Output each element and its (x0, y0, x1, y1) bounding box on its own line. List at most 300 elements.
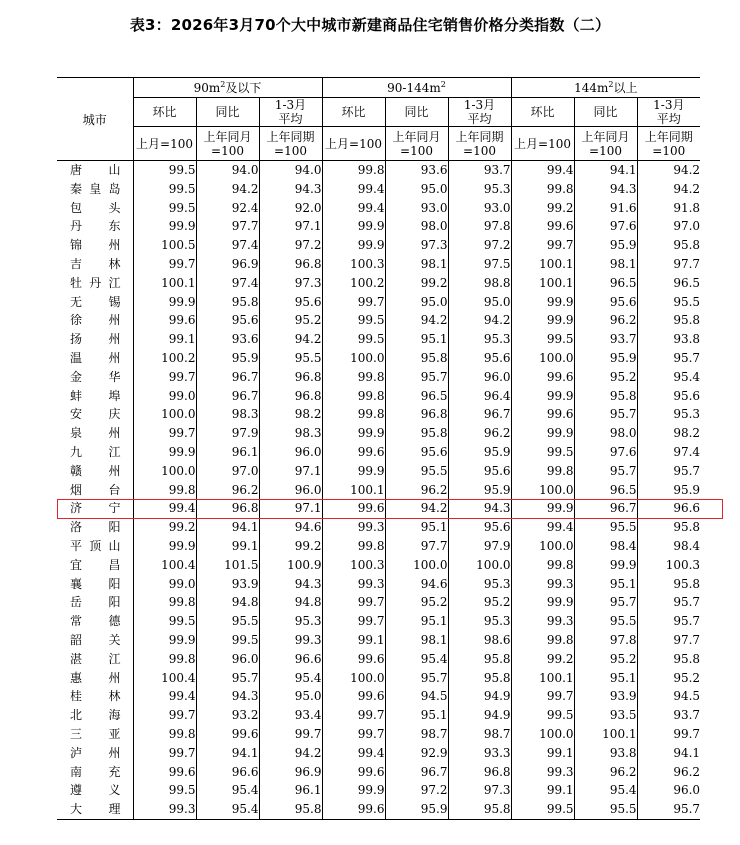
index-value: 97.7 (385, 537, 448, 556)
index-value: 96.8 (448, 763, 511, 782)
index-value: 94.5 (673, 689, 701, 704)
base-header: 上月=100 (133, 127, 196, 161)
index-value: 101.5 (196, 556, 259, 575)
sub-header: 环比 (322, 98, 385, 127)
index-value: 95.2 (574, 368, 637, 387)
index-value: 99.4 (133, 499, 196, 518)
city-name: 锦州 (57, 236, 133, 255)
index-value: 99.1 (511, 781, 574, 800)
index-value: 95.2 (673, 670, 701, 685)
index-value: 95.9 (448, 443, 511, 462)
sub-header: 环比 (133, 98, 196, 127)
base-header: 上月=100 (511, 127, 574, 161)
sub-header: 同比 (574, 98, 637, 127)
index-value: 99.6 (511, 368, 574, 387)
table-row (57, 744, 700, 763)
index-value: 95.2 (574, 650, 637, 669)
city-name: 扬州 (57, 330, 133, 349)
table-row (57, 274, 700, 293)
index-value: 99.6 (322, 650, 385, 669)
index-value: 97.4 (196, 236, 259, 255)
index-value: 95.7 (574, 405, 637, 424)
city-name: 温州 (57, 349, 133, 368)
city-name: 烟台 (57, 481, 133, 500)
index-value: 93.3 (448, 744, 511, 763)
index-value: 99.9 (511, 424, 574, 443)
index-value: 95.6 (448, 518, 511, 537)
index-value: 99.9 (511, 387, 574, 406)
price-index-table (57, 77, 700, 820)
index-value: 96.2 (448, 424, 511, 443)
index-value: 95.8 (448, 669, 511, 688)
city-name: 牡丹江 (57, 274, 133, 293)
index-value: 97.8 (574, 631, 637, 650)
index-value: 96.9 (196, 255, 259, 274)
index-value: 99.9 (322, 462, 385, 481)
index-value: 96.0 (259, 481, 322, 500)
page-title: 表3：2026年3月70个大中城市新建商品住宅销售价格分类指数（二） (129, 16, 611, 34)
index-value: 99.4 (133, 687, 196, 706)
index-value: 95.9 (574, 236, 637, 255)
index-value: 99.2 (511, 199, 574, 218)
city-name: 唐山 (57, 161, 133, 180)
index-value: 95.2 (385, 593, 448, 612)
index-value: 93.4 (259, 706, 322, 725)
table-row (57, 462, 700, 481)
table-row (57, 556, 700, 575)
table-row (57, 424, 700, 443)
index-value: 99.0 (133, 575, 196, 594)
index-value: 99.9 (133, 631, 196, 650)
index-value: 97.7 (196, 217, 259, 236)
index-value: 95.5 (574, 518, 637, 537)
index-value: 95.0 (385, 180, 448, 199)
index-value: 95.7 (673, 595, 701, 610)
index-value: 98.7 (385, 725, 448, 744)
index-value: 99.5 (322, 330, 385, 349)
index-value: 96.0 (673, 783, 701, 798)
city-name: 洛阳 (57, 518, 133, 537)
index-value: 93.8 (673, 332, 701, 347)
index-value: 98.1 (385, 631, 448, 650)
index-value: 96.0 (448, 368, 511, 387)
index-value: 93.9 (196, 575, 259, 594)
table-row (57, 255, 700, 274)
table-row (57, 161, 700, 180)
index-value: 93.7 (574, 330, 637, 349)
index-value: 99.9 (574, 556, 637, 575)
index-value: 97.1 (259, 499, 322, 518)
index-value: 99.3 (322, 575, 385, 594)
index-value: 98.3 (196, 405, 259, 424)
index-value: 99.8 (511, 180, 574, 199)
index-value: 94.3 (448, 499, 511, 518)
index-value: 95.8 (574, 387, 637, 406)
index-value: 95.6 (574, 293, 637, 312)
table-row (57, 199, 700, 218)
index-value: 99.1 (322, 631, 385, 650)
index-value: 96.4 (448, 387, 511, 406)
index-value: 99.8 (133, 481, 196, 500)
index-value: 95.8 (259, 800, 322, 819)
city-name: 赣州 (57, 462, 133, 481)
index-value: 97.4 (196, 274, 259, 293)
index-value: 99.6 (322, 687, 385, 706)
sub-header: 同比 (385, 98, 448, 127)
table-row (57, 800, 700, 819)
index-value: 98.0 (574, 424, 637, 443)
city-column-header: 城市 (57, 78, 133, 161)
index-value: 95.8 (673, 576, 701, 591)
index-value: 95.4 (385, 650, 448, 669)
index-value: 97.4 (673, 444, 701, 459)
index-value: 96.5 (574, 274, 637, 293)
index-value: 96.5 (574, 481, 637, 500)
index-value: 95.9 (448, 481, 511, 500)
index-value: 99.9 (511, 311, 574, 330)
index-value: 95.4 (196, 781, 259, 800)
index-value: 95.6 (196, 311, 259, 330)
city-name: 岳阳 (57, 593, 133, 612)
city-name: 徐州 (57, 311, 133, 330)
index-value: 98.8 (448, 274, 511, 293)
index-value: 95.9 (574, 349, 637, 368)
index-value: 95.1 (574, 669, 637, 688)
index-value: 98.6 (448, 631, 511, 650)
index-value: 100.9 (259, 556, 322, 575)
index-value: 93.7 (673, 708, 701, 723)
index-value: 96.8 (259, 368, 322, 387)
index-value: 100.2 (322, 274, 385, 293)
index-value: 93.9 (574, 687, 637, 706)
index-value: 95.8 (385, 424, 448, 443)
index-value: 96.6 (196, 763, 259, 782)
table-row (57, 763, 700, 782)
city-name: 蚌埠 (57, 387, 133, 406)
index-value: 100.1 (322, 481, 385, 500)
index-value: 95.6 (259, 293, 322, 312)
index-value: 99.6 (196, 725, 259, 744)
index-value: 95.9 (673, 482, 701, 497)
index-value: 94.3 (574, 180, 637, 199)
index-value: 95.5 (259, 349, 322, 368)
index-value: 95.1 (385, 706, 448, 725)
base-header: 上年同期 =100 (259, 127, 322, 161)
index-value: 99.7 (133, 424, 196, 443)
index-value: 95.7 (574, 593, 637, 612)
index-value: 94.2 (448, 311, 511, 330)
index-value: 98.7 (448, 725, 511, 744)
table-row (57, 180, 700, 199)
index-value: 95.0 (259, 687, 322, 706)
index-value: 100.5 (133, 236, 196, 255)
city-name: 南充 (57, 763, 133, 782)
table-row (57, 687, 700, 706)
index-value: 93.7 (448, 161, 511, 180)
index-value: 100.4 (133, 669, 196, 688)
index-value: 100.4 (133, 556, 196, 575)
index-value: 98.2 (259, 405, 322, 424)
index-value: 97.1 (259, 462, 322, 481)
index-value: 99.7 (322, 293, 385, 312)
index-value: 93.2 (196, 706, 259, 725)
city-name: 九江 (57, 443, 133, 462)
index-value: 99.5 (511, 443, 574, 462)
index-value: 98.0 (385, 217, 448, 236)
index-value: 97.6 (574, 443, 637, 462)
index-value: 99.3 (259, 631, 322, 650)
index-value: 96.1 (196, 443, 259, 462)
index-value: 99.5 (322, 311, 385, 330)
index-value: 99.3 (133, 800, 196, 819)
index-value: 99.8 (322, 405, 385, 424)
index-value: 99.9 (133, 217, 196, 236)
index-value: 99.1 (133, 330, 196, 349)
table-row (57, 499, 700, 518)
table-row (57, 518, 700, 537)
index-value: 96.9 (259, 763, 322, 782)
index-value: 100.0 (385, 556, 448, 575)
index-value: 99.5 (511, 706, 574, 725)
table-row (57, 443, 700, 462)
city-name: 金华 (57, 368, 133, 387)
index-value: 95.3 (448, 575, 511, 594)
index-value: 95.4 (574, 781, 637, 800)
sub-header: 1-3月 平均 (259, 98, 322, 127)
index-value: 95.6 (673, 388, 701, 403)
index-value: 98.1 (574, 255, 637, 274)
index-value: 95.0 (385, 293, 448, 312)
index-value: 94.1 (196, 744, 259, 763)
index-value: 99.5 (133, 180, 196, 199)
index-value: 99.6 (133, 311, 196, 330)
index-value: 99.8 (322, 161, 385, 180)
index-value: 92.4 (196, 199, 259, 218)
index-value: 95.2 (448, 593, 511, 612)
index-value: 100.1 (511, 274, 574, 293)
index-value: 100.2 (133, 349, 196, 368)
index-value: 99.9 (322, 217, 385, 236)
table-row (57, 405, 700, 424)
index-value: 99.8 (322, 387, 385, 406)
index-value: 99.3 (511, 763, 574, 782)
index-value: 99.7 (322, 706, 385, 725)
index-value: 97.9 (196, 424, 259, 443)
index-value: 97.7 (673, 632, 701, 647)
index-value: 94.8 (259, 593, 322, 612)
index-value: 99.8 (511, 631, 574, 650)
index-value: 98.1 (385, 255, 448, 274)
index-value: 94.5 (385, 687, 448, 706)
index-value: 99.7 (133, 368, 196, 387)
index-value: 95.6 (385, 443, 448, 462)
index-value: 95.8 (448, 650, 511, 669)
table-row (57, 311, 700, 330)
index-value: 100.0 (322, 669, 385, 688)
index-value: 99.9 (322, 236, 385, 255)
index-value: 96.2 (574, 763, 637, 782)
index-value: 95.8 (673, 651, 701, 666)
index-value: 97.1 (259, 217, 322, 236)
index-value: 99.9 (322, 424, 385, 443)
index-value: 100.3 (322, 255, 385, 274)
index-value: 99.2 (133, 518, 196, 537)
index-value: 92.9 (385, 744, 448, 763)
index-value: 100.1 (133, 274, 196, 293)
index-value: 94.3 (196, 687, 259, 706)
index-value: 99.7 (511, 236, 574, 255)
index-value: 99.9 (322, 781, 385, 800)
index-value: 99.6 (511, 405, 574, 424)
index-value: 95.8 (448, 800, 511, 819)
index-value: 94.2 (673, 181, 701, 196)
index-value: 99.8 (133, 725, 196, 744)
index-value: 93.6 (385, 161, 448, 180)
index-value: 95.7 (637, 800, 700, 819)
index-value: 95.3 (448, 612, 511, 631)
index-value: 97.7 (673, 256, 701, 271)
city-name: 桂林 (57, 687, 133, 706)
index-value: 99.7 (259, 725, 322, 744)
index-value: 99.9 (511, 593, 574, 612)
index-value: 94.2 (385, 499, 448, 518)
index-value: 93.0 (385, 199, 448, 218)
index-value: 95.3 (673, 407, 701, 422)
index-value: 92.0 (259, 199, 322, 218)
index-value: 96.2 (673, 764, 701, 779)
index-value: 99.3 (511, 612, 574, 631)
index-value: 96.8 (259, 255, 322, 274)
index-value: 95.8 (673, 313, 701, 328)
index-value: 95.3 (448, 180, 511, 199)
index-value: 97.0 (196, 462, 259, 481)
city-name: 泸州 (57, 744, 133, 763)
table-row (57, 781, 700, 800)
city-name: 丹东 (57, 217, 133, 236)
index-value: 95.7 (385, 669, 448, 688)
index-value: 95.4 (196, 800, 259, 819)
index-value: 95.8 (673, 520, 701, 535)
index-value: 100.0 (322, 349, 385, 368)
index-value: 99.1 (511, 744, 574, 763)
index-value: 94.2 (259, 744, 322, 763)
index-value: 100.0 (133, 462, 196, 481)
index-value: 96.7 (196, 387, 259, 406)
city-name: 无锡 (57, 293, 133, 312)
index-value: 95.0 (448, 293, 511, 312)
index-value: 94.1 (574, 161, 637, 180)
city-name: 湛江 (57, 650, 133, 669)
group-header-medium: $90-144m^2$ (322, 78, 511, 98)
city-name: 泉州 (57, 424, 133, 443)
index-value: 96.0 (259, 443, 322, 462)
index-value: 97.0 (673, 219, 701, 234)
index-value: 94.2 (673, 163, 701, 177)
index-value: 94.8 (196, 593, 259, 612)
index-value: 100.0 (511, 481, 574, 500)
index-value: 95.9 (385, 800, 448, 819)
index-value: 99.7 (322, 593, 385, 612)
index-value: 94.6 (259, 518, 322, 537)
index-value: 95.1 (385, 518, 448, 537)
index-value: 99.7 (133, 744, 196, 763)
index-value: 95.4 (259, 669, 322, 688)
index-value: 93.5 (574, 706, 637, 725)
index-value: 96.2 (574, 311, 637, 330)
sub-header: 同比 (196, 98, 259, 127)
index-value: 99.7 (322, 725, 385, 744)
index-value: 94.3 (259, 180, 322, 199)
group-header-small: $90m^2$及以下 (133, 78, 322, 98)
index-value: 99.6 (133, 763, 196, 782)
city-name: 遵义 (57, 781, 133, 800)
city-name: 韶关 (57, 631, 133, 650)
index-value: 99.8 (511, 462, 574, 481)
index-value: 99.9 (133, 293, 196, 312)
index-value: 99.8 (133, 593, 196, 612)
city-name: 三亚 (57, 725, 133, 744)
index-value: 95.7 (673, 614, 701, 629)
table-row (57, 387, 700, 406)
index-value: 95.8 (385, 349, 448, 368)
table-row (57, 349, 700, 368)
index-value: 94.3 (259, 575, 322, 594)
index-value: 99.5 (511, 800, 574, 819)
index-value: 99.2 (511, 650, 574, 669)
index-value: 97.3 (448, 781, 511, 800)
index-value: 99.3 (511, 575, 574, 594)
index-value: 97.3 (259, 274, 322, 293)
index-value: 99.4 (511, 518, 574, 537)
index-value: 97.2 (385, 781, 448, 800)
index-value: 96.8 (259, 387, 322, 406)
index-value: 99.0 (133, 387, 196, 406)
base-header: 上年同期 =100 (448, 127, 511, 161)
index-value: 94.9 (448, 706, 511, 725)
index-value: 99.7 (322, 612, 385, 631)
index-value: 99.4 (322, 180, 385, 199)
city-name: 宜昌 (57, 556, 133, 575)
index-value: 95.3 (448, 330, 511, 349)
index-value: 93.6 (196, 330, 259, 349)
index-value: 96.7 (574, 499, 637, 518)
index-value: 97.2 (259, 236, 322, 255)
index-value: 94.9 (448, 687, 511, 706)
group-header-large: $144m^2$以上 (511, 78, 700, 98)
index-value: 97.2 (448, 236, 511, 255)
city-name: 包头 (57, 199, 133, 218)
index-value: 96.0 (196, 650, 259, 669)
index-value: 100.1 (511, 669, 574, 688)
table-row (57, 706, 700, 725)
index-value: 99.9 (133, 537, 196, 556)
table-row (57, 537, 700, 556)
index-value: 96.1 (259, 781, 322, 800)
index-value: 94.2 (259, 330, 322, 349)
index-value: 96.5 (673, 275, 701, 290)
base-header: 上年同月 =100 (574, 127, 637, 161)
city-name: 吉林 (57, 255, 133, 274)
index-value: 99.9 (133, 443, 196, 462)
base-header: 上年同月 =100 (385, 127, 448, 161)
city-name: 襄阳 (57, 575, 133, 594)
index-value: 94.2 (196, 180, 259, 199)
index-value: 99.2 (385, 274, 448, 293)
index-value: 94.2 (385, 311, 448, 330)
index-value: 96.7 (448, 405, 511, 424)
table-row (57, 217, 700, 236)
index-value: 99.6 (322, 763, 385, 782)
